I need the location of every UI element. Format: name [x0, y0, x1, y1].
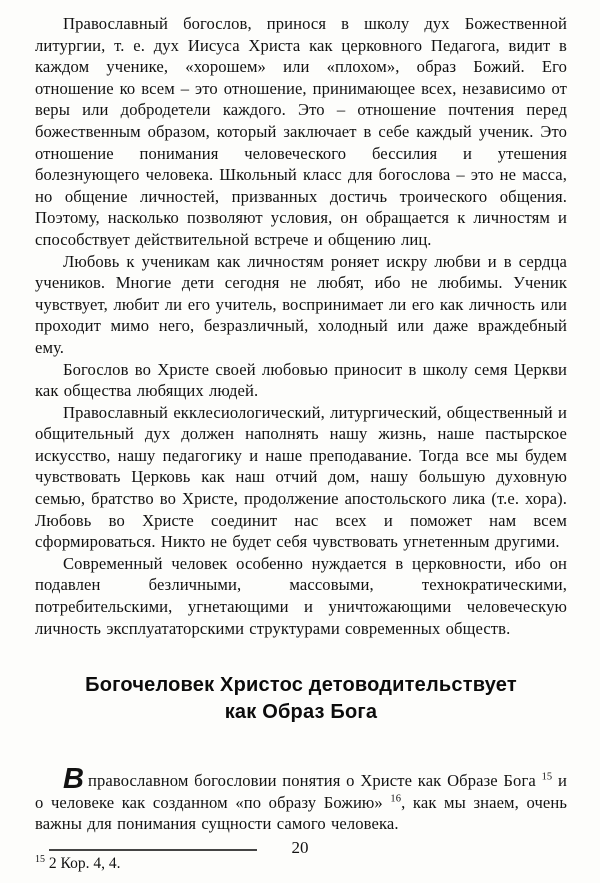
footnote-marker: 15 — [35, 853, 45, 865]
footnote-text: 2 Кор. 4, 4. — [48, 855, 121, 872]
paragraph — [35, 763, 568, 835]
footnote-reference: 15 — [541, 771, 553, 783]
section-heading-line1: Богочеловек Христос детоводительствует — [85, 674, 517, 697]
paragraph: Любовь к ученикам как личностям роняет искру любви и в сердца учеников. Многие дети сегодня не любят, ибо не любимы. Ученик чувствует, любит ли его учитель, воспринимает ли его как личность или проходит мимо него, безразличный, холодный или даже враждебный ему. — [35, 251, 567, 357]
paragraph-text-segment: , как мы знаем, очень важны для понимания сущности самого человека. — [35, 792, 568, 834]
paragraph-text-segment: и о человеке как созданном «по образу Божию» — [35, 771, 567, 812]
paragraph: Богослов во Христе своей любовью приносит в школу семя Церкви как общества любящих людей. — [35, 359, 567, 401]
drop-cap-letter: В — [63, 763, 85, 796]
footnote-reference: 16 — [390, 793, 402, 805]
paragraph-text-segment: православном богословии понятия о Христе как Образе Бога — [88, 771, 542, 791]
section-heading-line2: как Образ Бога — [224, 701, 378, 724]
paragraph: Православный богослов, принося в школу дух Божественной литургии, т. е. дух Иисуса Христа как церковного Педагога, видит в каждом ученике, «хорошем» или «плохом», образ Божий. Его отношение ко всем – это отношение, принимающее всех, независимо от веры или добродетели каждого. Это – отношение почтения перед божественным образом, который заключает в себе каждый ученик. Это отношение понимания человеческого бессилия и утешения болезнующего человека. Школьный класс для богослова – это не масса, но общение личностей, призванных достичь троического общения. Поэтому, насколько позволяют условия, он обращается к личностям и способствует действительной встрече и общению лиц. — [35, 14, 567, 249]
section-heading — [35, 672, 567, 726]
page-number: 20 — [291, 838, 309, 857]
paragraph: Православный екклесиологический, литургический, общественный и общительный дух должен наполнять нашу жизнь, наше пастырское искусство, нашу педагогику и наше преподавание. Тогда все мы будем чувствовать Церковь как наш отчий дом, нашу большую духовную семью, братство во Христе, продолжение апостольского лика (т.е. хора). Любовь во Христе соединит нас всех и поможет нам всем сформироваться. Никто не будет себя чувствовать угнетенным другими. — [35, 402, 567, 552]
paragraph: Современный человек особенно нуждается в церковности, ибо он подавлен безличными, массовыми, технократическими, потребительскими, угнетающими и уничтожающими человеческую личность эксплуататорскими структурами современных обществ. — [35, 553, 567, 638]
